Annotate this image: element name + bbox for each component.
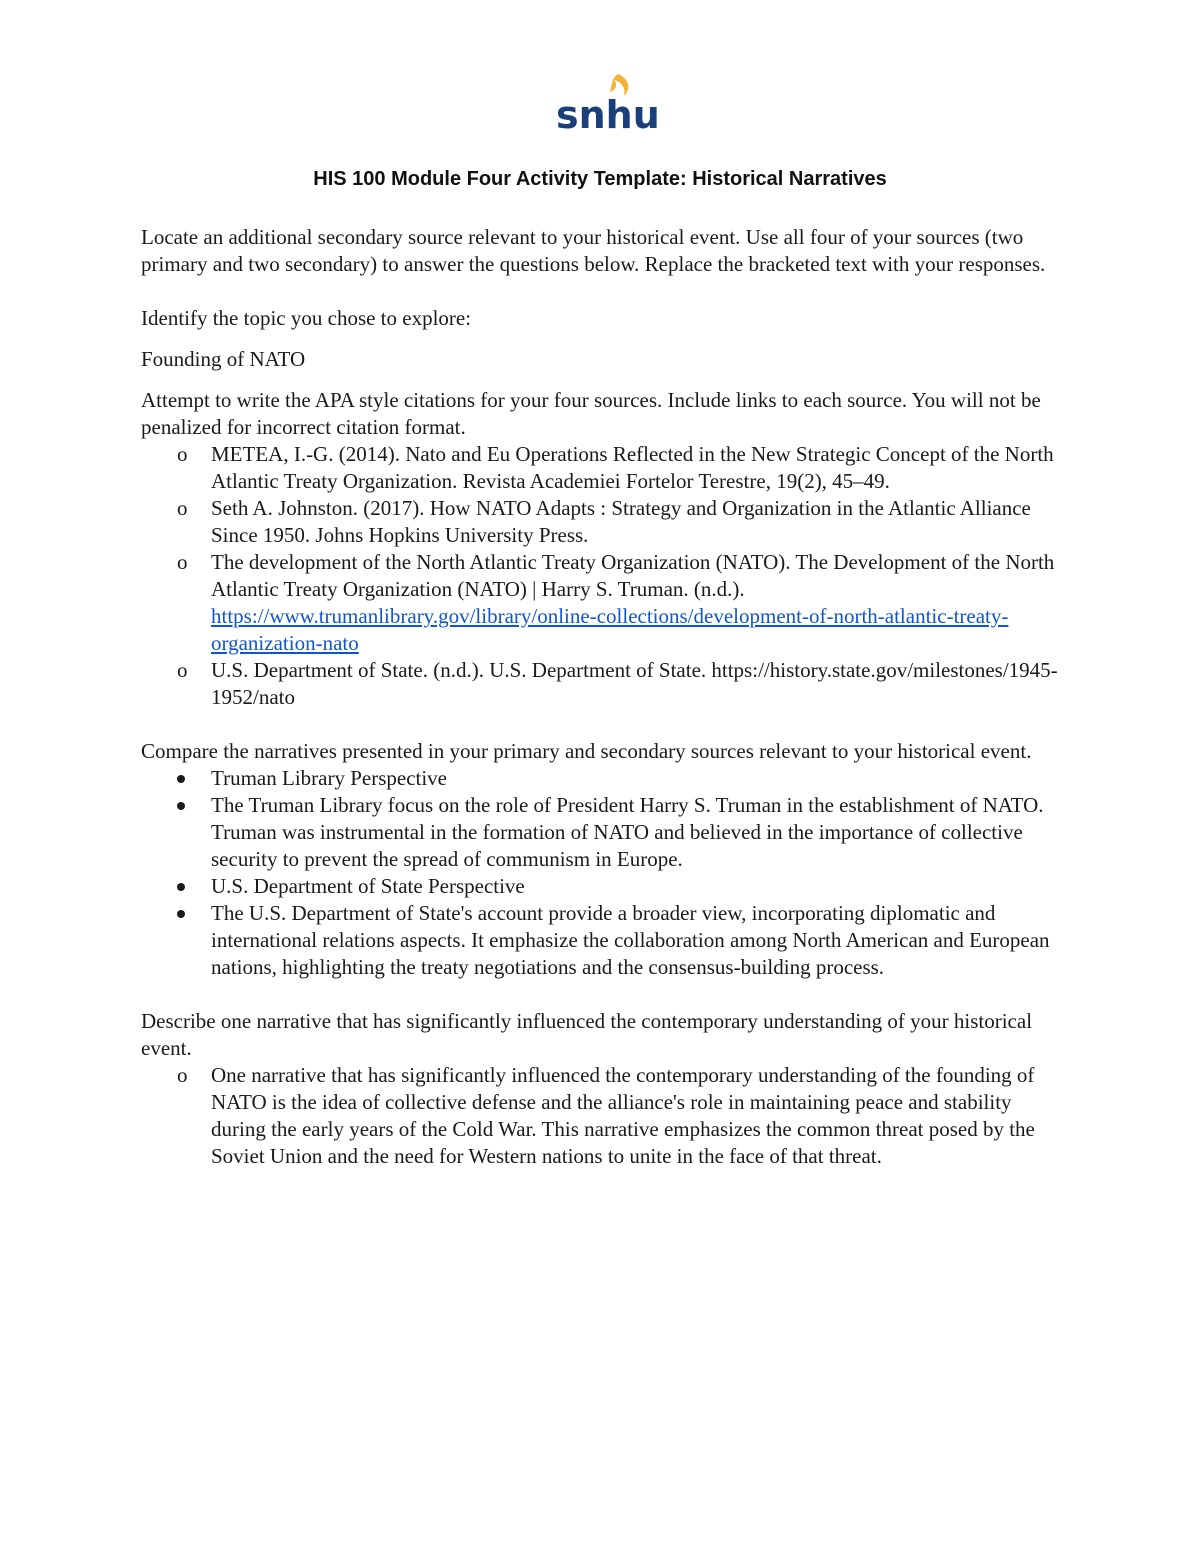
topic-prompt: Identify the topic you chose to explore: bbox=[141, 306, 472, 330]
list-marker: o bbox=[177, 442, 188, 466]
list-marker: o bbox=[177, 496, 188, 520]
citation-item bbox=[141, 441, 1061, 495]
list-marker: o bbox=[177, 658, 188, 682]
list-marker: o bbox=[177, 1063, 188, 1087]
bullet-icon bbox=[177, 775, 185, 783]
citation-prompt: Attempt to write the APA style citations for your four sources. Include links to each source. You will not be penalized for incorrect citation format. bbox=[141, 388, 1041, 439]
describe-answer: One narrative that has significantly influenced the contemporary understanding of the founding of NATO is the idea of collective defense and the alliance's role in maintaining peace and stability during the early years of the Cold War. This narrative emphasizes the common threat posed by the Soviet Union and the need for Western nations to unite in the face of that threat. bbox=[211, 1063, 1035, 1168]
bullet-text: U.S. Department of State Perspective bbox=[211, 874, 525, 898]
compare-prompt: Compare the narratives presented in your primary and secondary sources relevant to your historical event. bbox=[141, 739, 1032, 763]
bullet-icon bbox=[177, 802, 185, 810]
citation-text: METEA, I.-G. (2014). Nato and Eu Operations Reflected in the New Strategic Concept of the North Atlantic Treaty Organization. Revista Academiei Fortelor Terestre, 19(2), 45–49. bbox=[211, 442, 1054, 493]
citation-list bbox=[141, 441, 1061, 711]
topic-answer: Founding of NATO bbox=[141, 347, 306, 371]
bullet-text: The Truman Library focus on the role of President Harry S. Truman in the establishment of NATO. Truman was instrumental in the formation of NATO and believed in the importance of collective security to prevent the spread of communism in Europe. bbox=[211, 793, 1044, 871]
intro-paragraph: Locate an additional secondary source relevant to your historical event. Use all four of your sources (two primary and two secondary) to answer the questions below. Replace the bracketed text with your responses. bbox=[141, 225, 1046, 276]
citation-item bbox=[141, 549, 1061, 657]
compare-list bbox=[141, 765, 1061, 981]
bullet-icon bbox=[177, 883, 185, 891]
citation-item bbox=[141, 657, 1061, 711]
snhu-logo bbox=[552, 70, 660, 137]
document-body bbox=[141, 224, 1061, 1170]
list-marker: o bbox=[177, 550, 188, 574]
bullet-text: Truman Library Perspective bbox=[211, 766, 448, 790]
citation-text: U.S. Department of State. (n.d.). U.S. Department of State. https://history.state.gov/milestones/1945-1952/nato bbox=[211, 658, 1058, 709]
bullet-text: The U.S. Department of State's account provide a broader view, incorporating diplomatic and international relations aspects. It emphasize the collaboration among North American and European nations, highlighting the treaty negotiations and the consensus-building process. bbox=[211, 901, 1050, 979]
describe-item bbox=[141, 1062, 1061, 1170]
citation-text: The development of the North Atlantic Treaty Organization (NATO). The Development of the North Atlantic Treaty Organization (NATO) | Harry S. Truman. (n.d.). bbox=[211, 550, 1055, 601]
describe-list bbox=[141, 1062, 1061, 1170]
bullet-item bbox=[141, 792, 1061, 873]
citation-item bbox=[141, 495, 1061, 549]
truman-library-link[interactable]: https://www.trumanlibrary.gov/library/online-collections/development-of-north-atlantic-treaty-organization-nato bbox=[211, 604, 1009, 655]
citation-text: Seth A. Johnston. (2017). How NATO Adapts : Strategy and Organization in the Atlantic Alliance Since 1950. Johns Hopkins University Press. bbox=[211, 496, 1031, 547]
describe-prompt: Describe one narrative that has significantly influenced the contemporary understanding of your historical event. bbox=[141, 1009, 1033, 1060]
bullet-item bbox=[141, 765, 1061, 792]
bullet-item bbox=[141, 900, 1061, 981]
bullet-item bbox=[141, 873, 1061, 900]
logo-text: snhu bbox=[556, 93, 660, 137]
bullet-icon bbox=[177, 910, 185, 918]
document-title: HIS 100 Module Four Activity Template: Historical Narratives bbox=[313, 168, 887, 190]
